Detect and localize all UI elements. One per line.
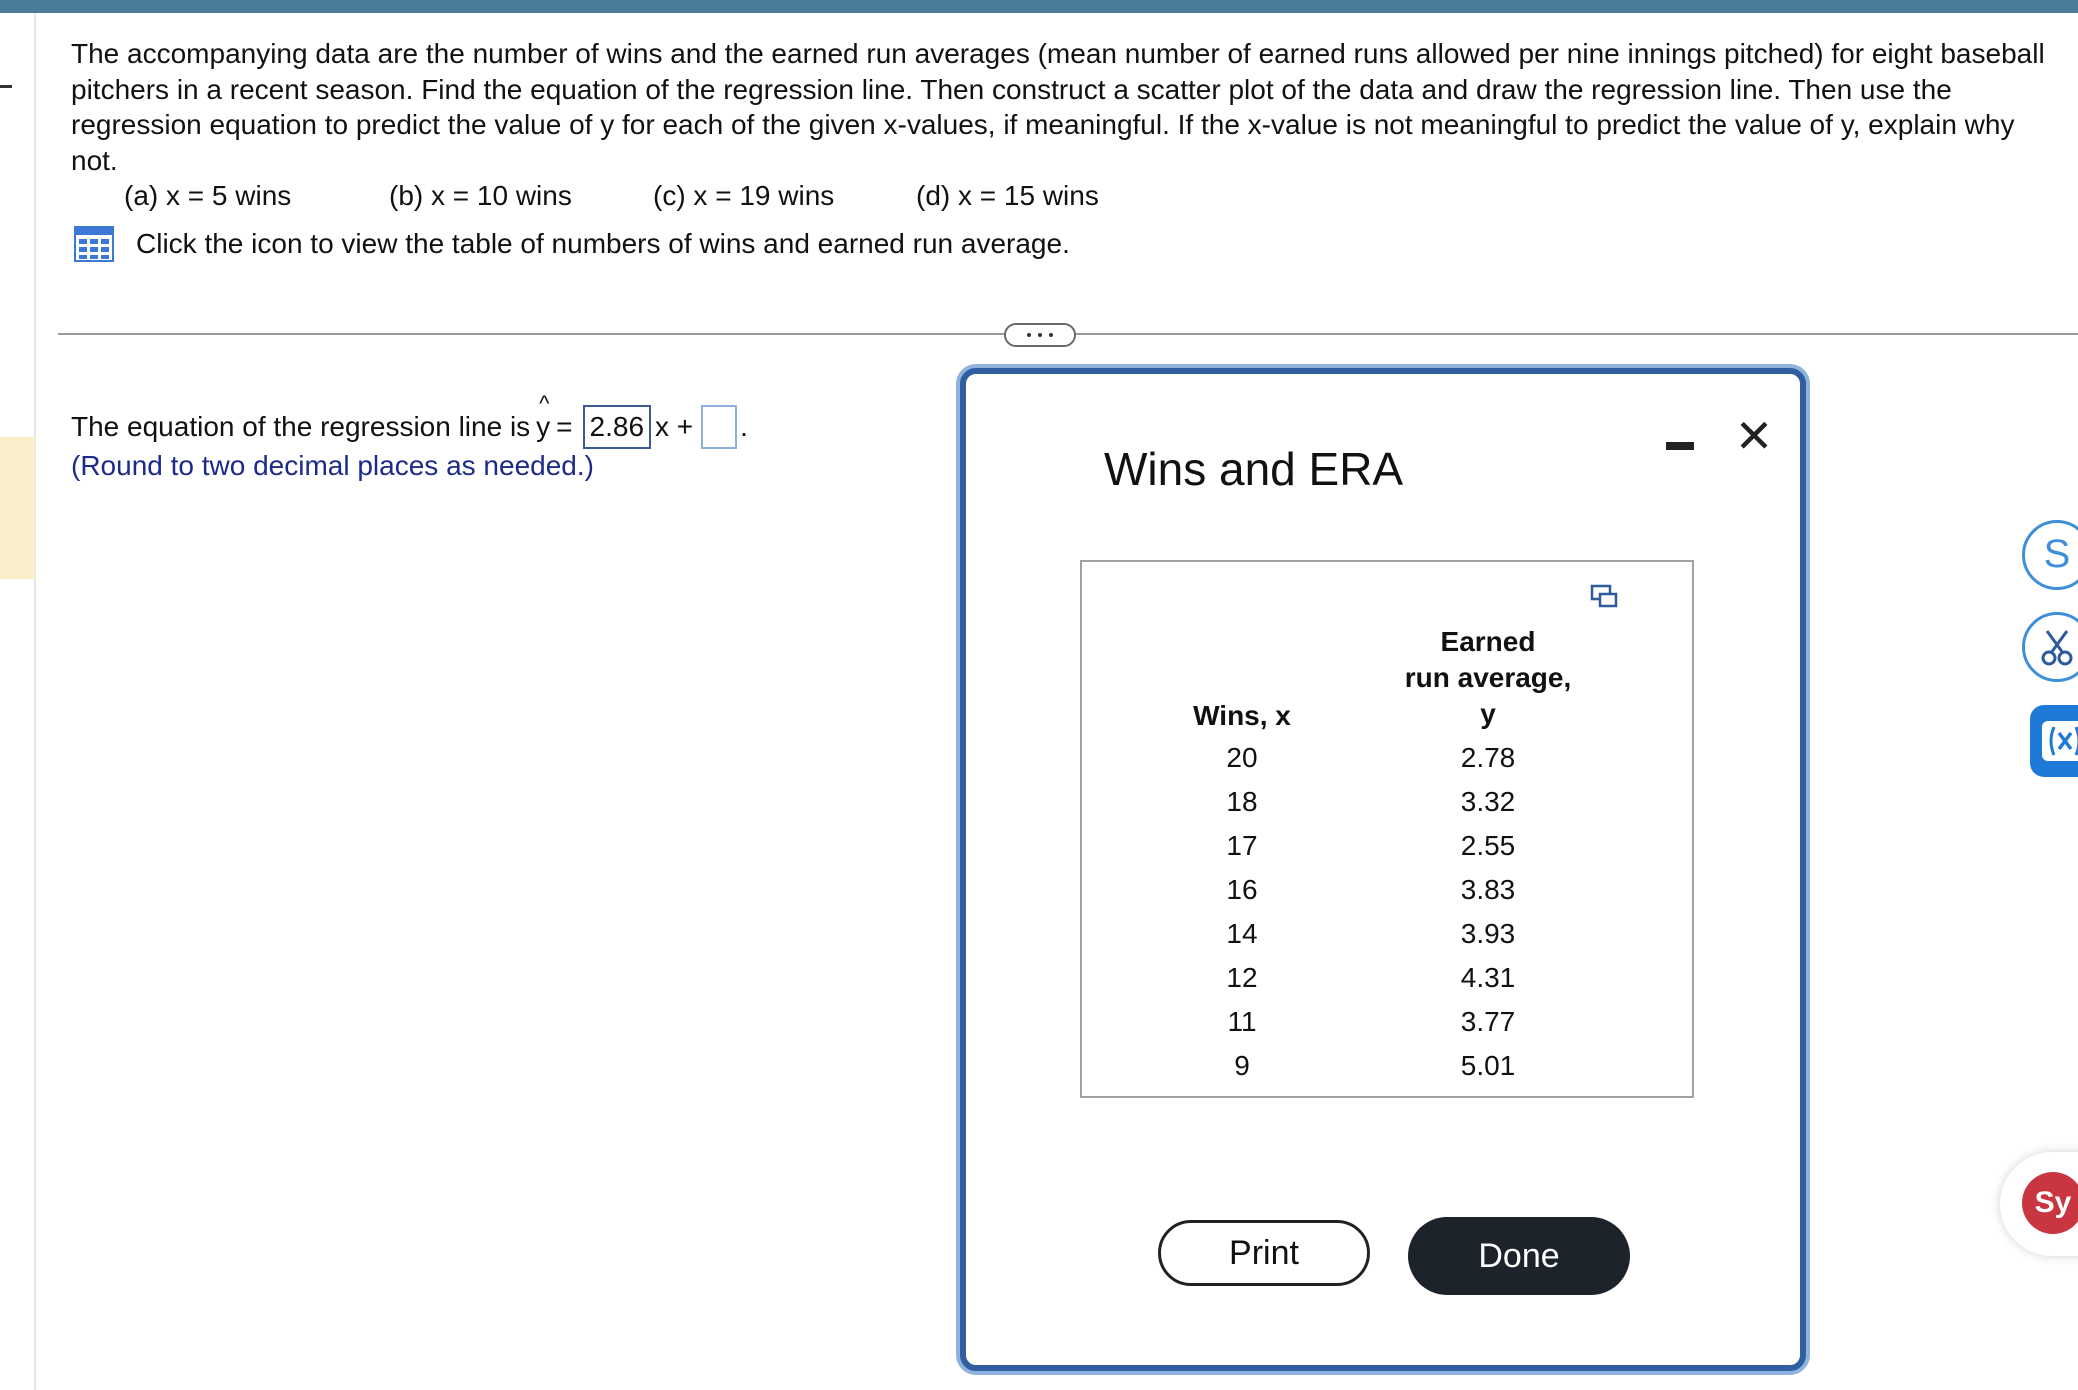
formula-icon[interactable] <box>2030 705 2078 777</box>
sy-assistant-button[interactable] <box>2000 1152 2078 1256</box>
column-header-wins: Wins, x <box>1193 700 1291 731</box>
hat-mark: ^ <box>539 391 550 416</box>
view-table-link[interactable] <box>74 224 1070 264</box>
ellipsis-icon[interactable] <box>1004 323 1076 347</box>
sidebar-s-button[interactable]: S <box>2022 520 2078 590</box>
scissors-icon[interactable] <box>2022 612 2078 682</box>
rounding-note: (Round to two decimal places as needed.) <box>71 450 594 481</box>
equals-sign: = <box>556 411 573 442</box>
scissors-glyph <box>2025 615 2078 679</box>
wins-era-dialog <box>960 368 1806 1371</box>
table-cell-era: 2.78 <box>1460 742 1516 773</box>
y-hat-symbol <box>536 391 551 443</box>
top-bar <box>0 0 2078 13</box>
left-panel-border <box>34 13 36 1390</box>
x-plus-text: x + <box>655 411 694 442</box>
choice-a: (a) x = 5 wins <box>124 180 292 211</box>
table-cell-era: 3.77 <box>1460 1006 1516 1037</box>
table-cell-wins: 9 <box>1234 1050 1250 1081</box>
left-edge-dash <box>0 85 12 88</box>
table-cell-wins: 12 <box>1226 962 1258 993</box>
question-status-tab[interactable] <box>0 437 35 579</box>
copy-icon[interactable] <box>1590 584 1618 608</box>
table-cell-wins: 14 <box>1226 918 1258 949</box>
table-cell-wins: 20 <box>1226 742 1258 773</box>
question-text: The accompanying data are the number of wins and the earned run averages (mean number of earned runs allowed per nine innings pitched) for eight baseball pitchers in a recent season. Find the equation of the regression line. Then construct a scatter plot of the data and draw the regression line. Then use the regression equation to predict the value of y for each of the given x-values, if meaningful. If the x-value is not meaningful to predict the value of y, explain why not. <box>71 38 2045 176</box>
table-cell-era: 4.31 <box>1460 962 1516 993</box>
choice-d: (d) x = 15 wins <box>916 180 1099 211</box>
wins-era-table <box>1080 560 1694 1098</box>
view-table-label[interactable]: Click the icon to view the table of numbers of wins and earned run average. <box>136 228 1070 259</box>
table-cell-era: 5.01 <box>1460 1050 1516 1081</box>
table-cell-wins: 17 <box>1226 830 1258 861</box>
grid-table-icon[interactable] <box>74 226 114 262</box>
intercept-input[interactable] <box>701 405 737 449</box>
table-cell-era: 3.83 <box>1460 874 1516 905</box>
minimize-icon[interactable] <box>1666 430 1696 460</box>
slope-answer-box[interactable]: 2.86 <box>583 405 652 449</box>
table-cell-wins: 18 <box>1226 786 1258 817</box>
equation-prefix: The equation of the regression line is <box>71 411 531 442</box>
table-cell-era: 2.55 <box>1460 830 1516 861</box>
formula-glyph <box>2030 705 2078 777</box>
y-letter: y <box>536 411 551 442</box>
print-button[interactable]: Print <box>1158 1220 1370 1286</box>
table-cell-wins: 16 <box>1226 874 1258 905</box>
table-cell-era: 3.32 <box>1460 786 1516 817</box>
table-cell-era: 3.93 <box>1460 918 1516 949</box>
dialog-title: Wins and ERA <box>1104 443 1404 495</box>
table-cell-wins: 11 <box>1227 1006 1257 1037</box>
equation-period: . <box>740 411 748 442</box>
regression-equation <box>71 391 748 450</box>
choice-b: (b) x = 10 wins <box>389 180 572 211</box>
sy-badge[interactable]: Sy <box>2022 1172 2078 1234</box>
done-button[interactable]: Done <box>1408 1217 1630 1295</box>
close-icon[interactable]: ✕ <box>1734 410 1774 462</box>
column-header-era: Earned run average, y <box>1404 626 1572 729</box>
choice-c: (c) x = 19 wins <box>653 180 835 211</box>
